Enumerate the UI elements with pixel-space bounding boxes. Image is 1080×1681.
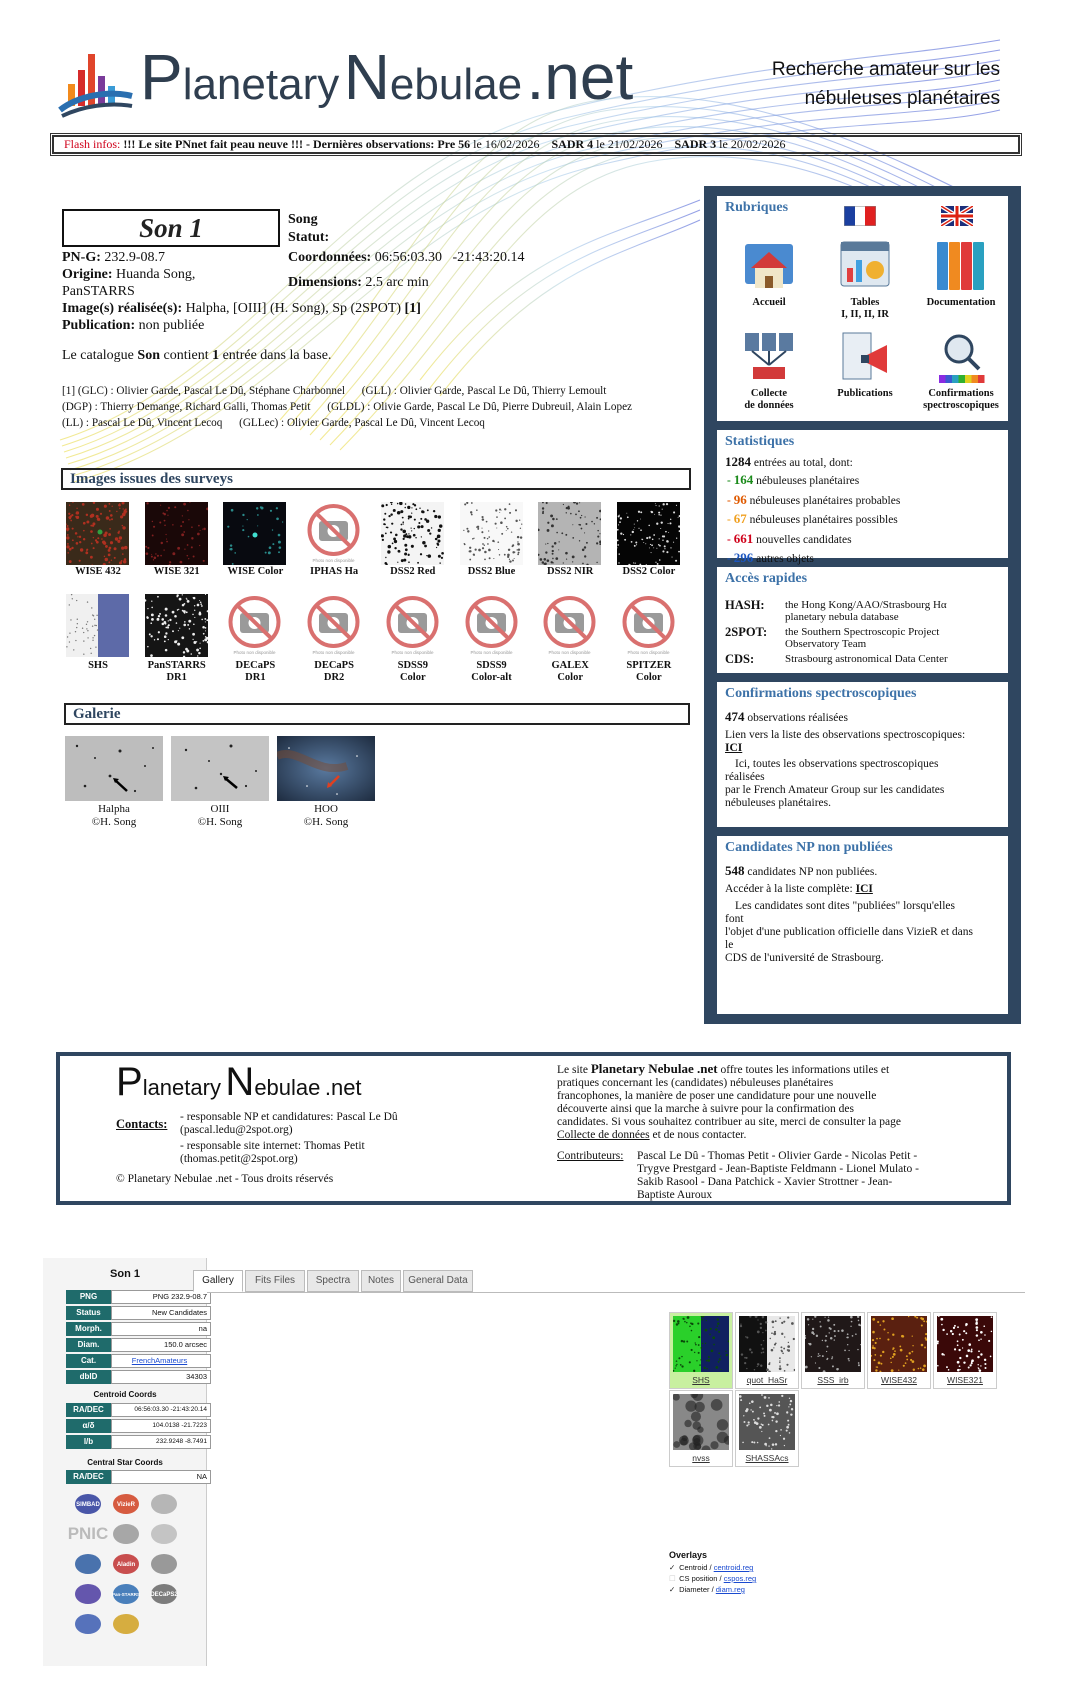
survey-image	[381, 594, 444, 657]
collecte-link[interactable]: Collecte de données	[557, 1129, 650, 1141]
coords-row: Coordonnées: 06:56:03.30 -21:43:20.14	[288, 250, 525, 265]
gallery-image-oiii[interactable]	[171, 736, 269, 801]
stat-row: - 67 nébuleuses planétaires possibles	[727, 511, 898, 526]
external-logo[interactable]	[109, 1581, 143, 1607]
viewer-thumb[interactable]	[801, 1312, 865, 1389]
site-footer	[56, 1052, 1011, 1205]
stat-row: - 96 nébuleuses planétaires probables	[727, 491, 901, 507]
centroid-row: α/δ 104.0138 -21.7223	[66, 1419, 211, 1433]
svg-text:Photo non disponible: Photo non disponible	[391, 650, 434, 655]
images-row: Image(s) réalisée(s): Halpha, [OIII] (H. Song), Sp (2SPOT) [1]	[62, 301, 421, 316]
rubriques-title: Rubriques	[725, 200, 789, 215]
svg-text:Photo non disponible: Photo non disponible	[233, 650, 276, 655]
centroid-row: RA/DEC 06:56:03.30 -21:43:20.14	[66, 1403, 211, 1417]
survey-thumb[interactable]	[532, 594, 608, 684]
external-logo[interactable]	[147, 1491, 181, 1517]
tab-gallery[interactable]: Gallery	[193, 1270, 243, 1292]
survey-label: SPITZER Color	[626, 660, 672, 683]
contacts-label: Contacts:	[116, 1117, 168, 1131]
svg-text:DECaPS2: DECaPS2	[150, 1592, 178, 1598]
survey-thumb[interactable]	[454, 502, 530, 582]
survey-thumb[interactable]	[139, 502, 215, 582]
stats-list	[717, 471, 1008, 569]
viewer-thumb[interactable]	[735, 1390, 799, 1467]
object-title: Son 1	[62, 209, 280, 247]
viewer-thumb-image	[739, 1394, 795, 1450]
status-row: Statut:	[288, 230, 330, 245]
flash-info-bar: Flash infos: !!! Le site PNnet fait peau neuve !!! - Dernières observations: Pre 56 le 16/02/2026 SADR 4 le 21/02/2026 SADR 3 le 20/02/2026	[52, 135, 1020, 154]
external-logo[interactable]	[109, 1521, 143, 1547]
viewer-field-row: Diam. 150.0 arcsec	[66, 1338, 211, 1352]
svg-text:Photo non disponible: Photo non disponible	[312, 558, 355, 563]
catalog-summary: Le catalogue Son contient 1 entrée dans la base.	[62, 348, 332, 363]
candidates-title: Candidates NP non publiées	[725, 840, 893, 855]
stats-total: 1284 entrées au total, dont:	[725, 454, 853, 469]
home-icon	[741, 238, 797, 294]
survey-label: GALEX Color	[551, 660, 589, 683]
centroid-title: Centroid Coords	[93, 1390, 157, 1399]
references: [1] (GLC) : Olivier Garde, Pascal Le Dû, Stéphane Charbonnel (GLL) : Olivier Garde, Pascal Le Dû, Thierry Lemoult (DGP) : Thierry Demange, Richard Galli, Thomas Petit (GLDL) : Olivie Garde, Pascal Le Dû, Pierre Dubreuil, Alain Lopez (LL) : Pascal Le Dû, Vincent Lecoq (GLLec) : Olivier Garde, Pascal Le Dû, Vincent Lecoq	[62, 385, 632, 429]
viewer-field-row: PNG PNG 232.9-08.7	[66, 1290, 211, 1304]
gallery-image-halpha[interactable]	[65, 736, 163, 801]
survey-image	[223, 594, 286, 657]
survey-label: DECaPS DR2	[314, 660, 354, 683]
viewer-thumb[interactable]	[669, 1312, 733, 1389]
discoverer: Song	[288, 212, 318, 227]
copyright: © Planetary Nebulae .net - Tous droits réservés	[116, 1173, 334, 1185]
sidebar	[704, 186, 1021, 1024]
flash-obs-link-1[interactable]: Pre 56	[437, 137, 471, 151]
survey-image	[381, 502, 444, 565]
gallery-image-hoo[interactable]	[277, 736, 375, 801]
svg-text:Photo non disponible: Photo non disponible	[627, 650, 670, 655]
surveys-section-title: Images issues des surveys	[61, 468, 691, 490]
tab-notes[interactable]: Notes	[361, 1270, 401, 1292]
viewer-thumb-label[interactable]: SHASSAcs	[745, 1453, 789, 1463]
external-logo[interactable]	[71, 1551, 105, 1577]
candidates-link[interactable]: ICI	[855, 883, 873, 895]
flash-obs-link-2[interactable]: SADR 4	[551, 137, 594, 151]
french-flag-icon[interactable]	[844, 206, 876, 226]
rubriques-panel	[717, 196, 1008, 421]
gallery-caption: HOO ©H. Song	[303, 803, 349, 828]
books-icon	[933, 238, 989, 294]
uk-flag-icon[interactable]	[941, 206, 973, 226]
svg-text:SIMBAD: SIMBAD	[76, 1502, 100, 1508]
tab-fits-files[interactable]: Fits Files	[245, 1270, 305, 1292]
viewer-thumb-image	[805, 1316, 861, 1372]
overlay-checkbox[interactable]: ☐	[669, 1574, 676, 1583]
rubrique-tables[interactable]: Tables I, II, II, IR	[817, 238, 913, 321]
viewer-thumb-label[interactable]: SHS	[692, 1375, 710, 1385]
central-star-title: Central Star Coords	[87, 1458, 163, 1467]
site-header	[0, 0, 1080, 135]
stats-panel	[717, 430, 1008, 565]
stat-row: - 661 nouvelles candidates	[727, 530, 852, 546]
survey-image	[145, 594, 208, 657]
flash-label: Flash infos:	[64, 137, 121, 151]
gallery-caption: OIII ©H. Song	[197, 803, 243, 828]
spectro-icon	[933, 329, 989, 385]
survey-label: DSS2 Blue	[467, 566, 516, 577]
survey-thumb[interactable]	[611, 502, 687, 582]
survey-image	[617, 594, 680, 657]
collect-icon	[741, 329, 797, 385]
survey-image	[302, 502, 365, 565]
external-logo[interactable]	[109, 1611, 143, 1637]
svg-text:Photo non disponible: Photo non disponible	[469, 650, 513, 655]
logo-chart-icon	[58, 50, 138, 122]
viewer-thumb-image	[673, 1316, 729, 1372]
overlays-list	[669, 1562, 756, 1595]
viewer-field-row: dbID 34303	[66, 1370, 211, 1384]
rubrique-books[interactable]: Documentation	[913, 238, 1009, 309]
survey-image	[617, 502, 680, 565]
viewer-thumb[interactable]	[867, 1312, 931, 1389]
external-logo[interactable]	[71, 1491, 105, 1517]
viewer-field-row: Morph. na	[66, 1322, 211, 1336]
viewer-object-name: Son 1	[110, 1268, 140, 1280]
survey-thumb[interactable]	[139, 594, 215, 684]
overlay-row[interactable]: ☐ CS position / cspos.reg	[669, 1574, 757, 1583]
overlays-title: Overlays	[669, 1550, 708, 1560]
survey-label: WISE Color	[227, 566, 284, 577]
gallery-caption: Halpha ©H. Song	[91, 803, 137, 828]
survey-label: SDSS9 Color-alt	[471, 660, 512, 683]
overlay-checkbox[interactable]: ✓	[669, 1585, 676, 1594]
viewer-thumb-label[interactable]: WISE321	[947, 1375, 983, 1385]
survey-thumb[interactable]	[375, 502, 451, 582]
survey-image	[302, 594, 365, 657]
viewer-thumb[interactable]	[669, 1390, 733, 1467]
gallery-section-title: Galerie	[64, 703, 690, 725]
overlay-row[interactable]: ✓ Diameter / diam.reg	[669, 1585, 745, 1594]
external-logo[interactable]	[147, 1551, 181, 1577]
confirmations-link[interactable]: ICI	[725, 742, 743, 754]
viewer-thumb[interactable]	[933, 1312, 997, 1389]
survey-label: PanSTARRS DR1	[147, 660, 206, 683]
viewer-thumb-image	[871, 1316, 927, 1372]
contacts-list: - responsable NP et candidatures: Pascal Le Dû (pascal.ledu@2spot.org) - responsable site internet: Thomas Petit (thomas.petit@2spot.org)	[180, 1111, 398, 1165]
survey-label: SHS	[88, 660, 108, 671]
survey-label: WISE 321	[153, 566, 200, 577]
survey-label: IPHAS Ha	[310, 566, 359, 577]
rubrique-publish[interactable]: Publications	[817, 329, 913, 400]
survey-thumb[interactable]	[60, 502, 136, 582]
viewer-field-row: Status New Candidates	[66, 1306, 211, 1320]
viewer-thumb-image	[937, 1316, 993, 1372]
publish-icon	[837, 329, 893, 385]
confirmations-panel: Confirmations spectroscopiques 474 observations réalisées Lien vers la liste des observations spectroscopiques: ICI Ici, toutes les observations spectroscopiques réalisées par le French Amateur Group sur les candidates nébuleuses planétaires.	[717, 682, 1008, 827]
svg-text:Pan-STARRS: Pan-STARRS	[112, 1592, 140, 1597]
rubrique-home[interactable]: Accueil	[721, 238, 817, 309]
external-logo[interactable]	[71, 1581, 105, 1607]
survey-label: DSS2 NIR	[546, 566, 594, 577]
rubrique-collect[interactable]: Collecte de données	[721, 329, 817, 412]
flash-obs-link-3[interactable]: SADR 3	[674, 137, 717, 151]
survey-thumb[interactable]	[532, 502, 608, 582]
publication-row: Publication: non publiée	[62, 318, 205, 333]
gallery-captions	[65, 803, 385, 833]
survey-thumb[interactable]	[611, 594, 687, 684]
candidates-panel: Candidates NP non publiées 548 candidates NP non publiées. Accéder à la liste complète: ICI Les candidates sont dites "publiées" lorsqu'elles font l'objet d'une publication officielle dans VizieR et dans le CDS de l'université de Strasbourg.	[717, 836, 1008, 1014]
survey-image	[460, 594, 523, 657]
survey-image	[145, 502, 208, 565]
viewer-thumb[interactable]	[735, 1312, 799, 1389]
survey-image	[538, 594, 601, 657]
viewer-left-panel	[43, 1258, 207, 1666]
external-logo[interactable]	[147, 1521, 181, 1547]
viewer-thumb-label[interactable]: WISE432	[881, 1375, 917, 1385]
survey-thumb[interactable]	[296, 502, 372, 582]
svg-text:Photo non disponible: Photo non disponible	[312, 650, 355, 655]
svg-text:Photo non disponible: Photo non disponible	[548, 650, 591, 655]
contributors-list: Pascal Le Dû - Thomas Petit - Olivier Garde - Nicolas Petit - Trygve Prestgard - Jean-Baptiste Feldmann - Lionel Mulato - Sakib Rasool - Dana Patchick - Xavier Strottner - Jean- Baptiste Auroux	[637, 1150, 919, 1201]
survey-image	[538, 502, 601, 565]
centroid-row: l/b 232.9248 -8.7491	[66, 1435, 211, 1449]
survey-thumb[interactable]	[375, 594, 451, 684]
hash-viewer	[43, 1258, 1025, 1666]
rubrique-spectro[interactable]: Confirmations spectroscopiques	[913, 329, 1009, 412]
viewer-field-row: Cat. FrenchAmateurs	[66, 1354, 211, 1368]
survey-grid	[60, 502, 700, 682]
external-logo[interactable]	[71, 1611, 105, 1637]
tab-baseline	[207, 1292, 1025, 1293]
viewer-thumb-label[interactable]: quot_HaSr	[746, 1375, 788, 1385]
overlay-row[interactable]: ✓ Centroid / centroid.reg	[669, 1563, 754, 1572]
viewer-thumb-label[interactable]: nvss	[692, 1453, 710, 1463]
svg-text:VizieR: VizieR	[117, 1502, 135, 1508]
survey-label: WISE 432	[75, 566, 121, 577]
survey-thumb[interactable]	[296, 594, 372, 684]
stat-row: - 164 nébuleuses planétaires	[727, 472, 860, 487]
viewer-thumb-image	[673, 1394, 729, 1450]
survey-label: DECaPS DR1	[235, 660, 276, 683]
survey-label: SDSS9 Color	[397, 660, 428, 683]
survey-thumb[interactable]	[217, 594, 293, 684]
external-logo[interactable]	[109, 1551, 143, 1577]
tables-icon	[837, 238, 893, 294]
external-logo[interactable]: PNIC	[67, 1524, 109, 1543]
png-row: PN-G: 232.9-08.7	[62, 250, 166, 265]
viewer-thumb-image	[739, 1316, 795, 1372]
origin-row: Origine: Huanda Song, PanSTARRS	[62, 267, 196, 299]
svg-text:Aladin: Aladin	[116, 1562, 136, 1568]
external-logo[interactable]	[109, 1491, 143, 1517]
logo-wordmark[interactable]: Planetary Nebulae .net	[140, 41, 634, 113]
quick-access-title: Accès rapides	[725, 571, 808, 586]
tagline: Recherche amateur sur les nébuleuses planétaires	[771, 59, 1000, 109]
about-text: Le site Planetary Nebulae .net offre toutes les informations utiles et pratiques concernant les (candidates) nébuleuses planétaires francophones, la manière de poser une candidature pour une nouvelle découverte ainsi que la marche à suivre pour la confirmation des candidates. Si vous souhaitez contribuer au site, merci de consulter la page Collecte de données et de nous contacter.	[557, 1061, 901, 1141]
survey-thumb[interactable]	[60, 594, 136, 684]
external-logo[interactable]	[147, 1581, 181, 1607]
quick-access-panel: Accès rapides HASH: the Hong Kong/AAO/Strasbourg Hα planetary nebula database 2SPOT: the Southern Spectroscopic Project Observatory Team CDS: Strasbourg astronomical Data Center	[717, 567, 1008, 673]
confirmations-title: Confirmations spectroscopiques	[725, 686, 917, 701]
dimensions-row: Dimensions: 2.5 arc min	[288, 275, 429, 290]
survey-image	[460, 502, 523, 565]
survey-thumb[interactable]	[454, 594, 530, 684]
footer-logo[interactable]: Planetary Nebulae .net	[116, 1060, 362, 1104]
tab-general-data[interactable]: General Data	[403, 1270, 473, 1292]
survey-image	[223, 502, 286, 565]
tab-spectra[interactable]: Spectra	[307, 1270, 359, 1292]
stat-row: - 296 autres objets	[727, 550, 814, 565]
survey-thumb[interactable]	[217, 502, 293, 582]
viewer-thumb-label[interactable]: SSS_irb	[817, 1375, 849, 1385]
central-star-row: RA/DEC NA	[66, 1470, 211, 1484]
survey-label: DSS2 Color	[622, 566, 676, 577]
overlay-checkbox[interactable]: ✓	[669, 1563, 676, 1572]
contributors-label: Contributeurs:	[557, 1150, 624, 1162]
ref-link-1[interactable]: [1]	[404, 301, 421, 316]
survey-image	[66, 594, 129, 657]
survey-label: DSS2 Red	[390, 566, 436, 577]
stats-title: Statistiques	[725, 434, 795, 449]
survey-image	[66, 502, 129, 565]
